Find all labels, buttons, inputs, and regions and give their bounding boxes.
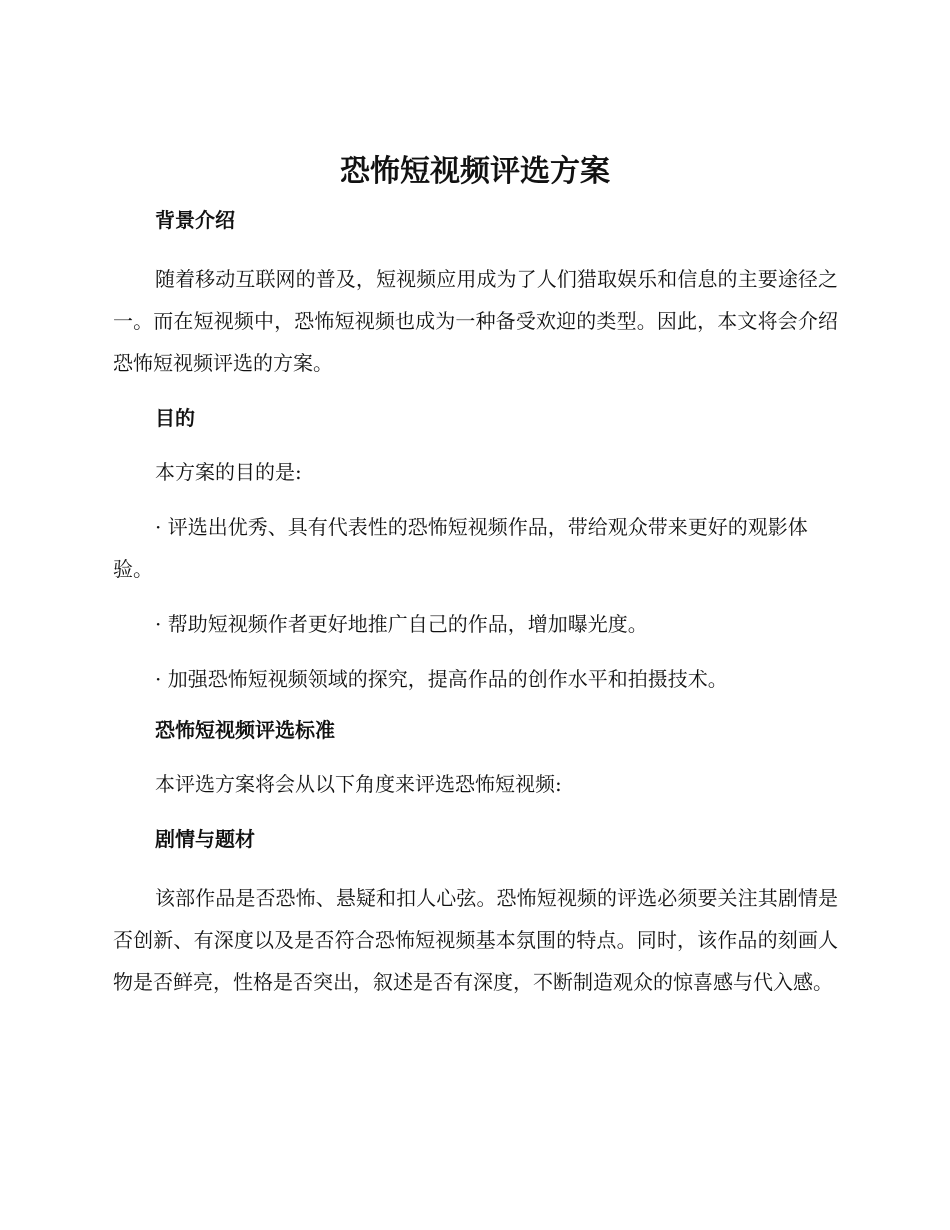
section-heading-criteria: 恐怖短视频评选标准 [155, 718, 335, 742]
section-heading-purpose: 目的 [155, 406, 195, 430]
criteria-intro: 本评选方案将会从以下角度来评选恐怖短视频: [155, 772, 562, 796]
purpose-bullet-1: · 评选出优秀、具有代表性的恐怖短视频作品，带给观众带来更好的观影体验。 [113, 515, 808, 581]
document-title: 恐怖短视频评选方案 [340, 154, 610, 189]
purpose-bullet-2: · 帮助短视频作者更好地推广自己的作品，增加曝光度。 [155, 612, 648, 636]
section-heading-background: 背景介绍 [155, 208, 235, 232]
background-paragraph: 随着移动互联网的普及，短视频应用成为了人们猎取娱乐和信息的主要途径之一。而在短视频中，恐怖短视频也成为一种备受欢迎的类型。因此，本文将会介绍恐怖短视频评选的方案。 [113, 267, 838, 375]
section-heading-plot: 剧情与题材 [155, 827, 255, 851]
purpose-intro: 本方案的目的是: [155, 460, 302, 484]
purpose-bullet-3: · 加强恐怖短视频领域的探究，提高作品的创作水平和拍摄技术。 [155, 667, 728, 691]
document-body [113, 205, 838, 1003]
plot-paragraph: 该部作品是否恐怖、悬疑和扣人心弦。恐怖短视频的评选必须要关注其剧情是否创新、有深度以及是否符合恐怖短视频基本氛围的特点。同时，该作品的刻画人物是否鲜亮，性格是否突出，叙述是否有深度，不断制造观众的惊喜感与代入感。 [113, 886, 838, 994]
